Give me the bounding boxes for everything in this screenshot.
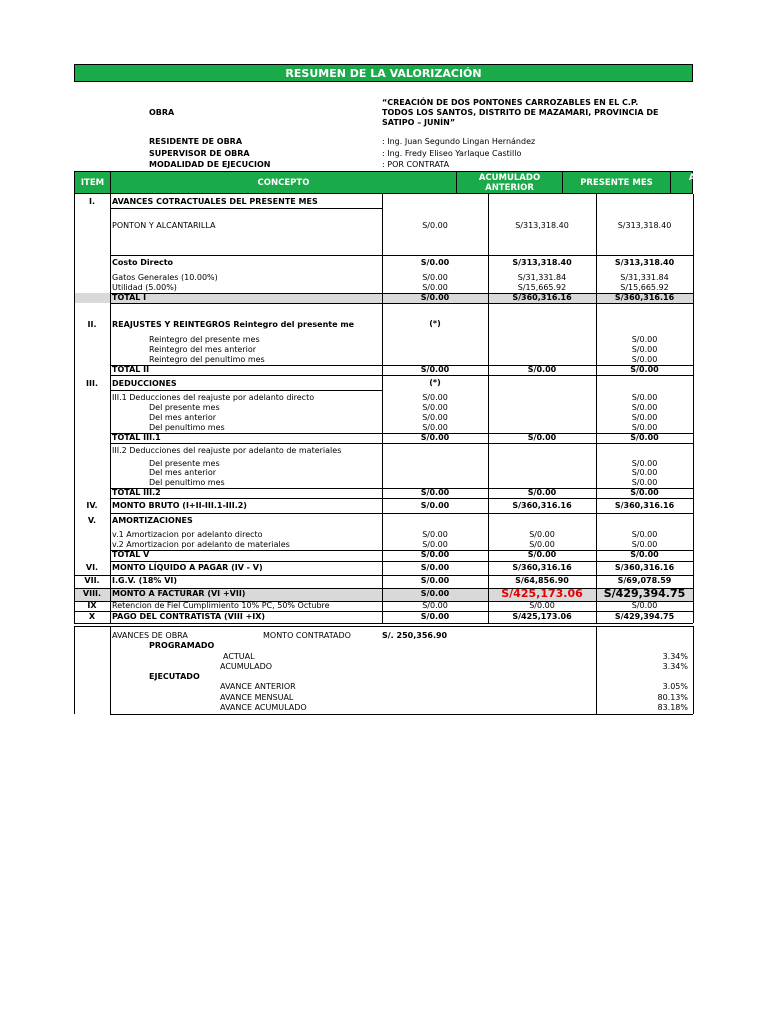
gg-acum-actual: S/31,331.84 bbox=[620, 273, 669, 282]
iv-acum-anterior: S/0.00 bbox=[420, 501, 450, 510]
iii1-presente-actual: S/0.00 bbox=[631, 403, 658, 412]
viii-presente: S/425,173.06 bbox=[501, 587, 583, 600]
modalidad-value: : POR CONTRATA bbox=[382, 160, 450, 169]
total32-label: TOTAL III.2 bbox=[112, 488, 161, 497]
reintegro-presente-label: Reintegro del presente mes bbox=[149, 335, 260, 344]
monto-contratado-value: S/. 250,356.90 bbox=[382, 631, 448, 640]
item-x: X bbox=[88, 612, 96, 621]
v2-label: v.2 Amortizacion por adelanto de materiales bbox=[112, 540, 290, 549]
item-iii: III. bbox=[86, 379, 98, 388]
iii2-presente-value: S/0.00 bbox=[631, 459, 658, 468]
ponton-acum-actual: S/313,318.40 bbox=[617, 221, 672, 230]
total2-label: TOTAL II bbox=[112, 365, 150, 374]
obra-value-line1: “CREACIÓN DE DOS PONTONES CARROZABLES EN EL C.P. bbox=[382, 98, 639, 107]
gg-label: Gatos Generales (10.00%) bbox=[112, 273, 218, 282]
x-label: PAGO DEL CONTRATISTA (VIII +IX) bbox=[112, 612, 266, 621]
ponton-acum-anterior: S/0.00 bbox=[422, 221, 448, 230]
supervisor-label: SUPERVISOR DE OBRA bbox=[149, 149, 250, 158]
costo-acum-anterior: S/0.00 bbox=[420, 258, 450, 267]
iii1-acum-anterior: S/0.00 bbox=[422, 393, 448, 402]
viii-acum-anterior: S/0.00 bbox=[420, 589, 450, 598]
total31-acum-actual: S/0.00 bbox=[630, 433, 659, 442]
total2-acum-actual: S/0.00 bbox=[630, 365, 659, 374]
reintegro-anterior-label: Reintegro del mes anterior bbox=[149, 345, 257, 354]
item-vi: VI. bbox=[85, 563, 99, 572]
total32-acum-actual: S/0.00 bbox=[630, 488, 659, 497]
v2-presente: S/0.00 bbox=[529, 540, 555, 549]
totalv-acum-anterior: S/0.00 bbox=[420, 550, 450, 559]
reintegro-presente-value: S/0.00 bbox=[631, 335, 658, 344]
ejecutado-label: EJECUTADO bbox=[149, 672, 200, 681]
total1-label: TOTAL I bbox=[112, 293, 147, 302]
item-vii: VII. bbox=[84, 576, 100, 585]
iii1-anterior-anterior: S/0.00 bbox=[422, 413, 448, 422]
item-iv: IV. bbox=[86, 501, 98, 510]
total2-acum-anterior: S/0.00 bbox=[420, 365, 450, 374]
header-acum-actual: ACUMULADO ACTUAL bbox=[688, 172, 751, 193]
vii-label: I.G.V. (18% VI) bbox=[112, 576, 178, 585]
item-v: V. bbox=[87, 516, 97, 525]
iii2-penultimo-value: S/0.00 bbox=[631, 478, 658, 487]
item-viii: VIII. bbox=[82, 589, 102, 598]
iv-acum-actual: S/360,316.16 bbox=[614, 501, 675, 510]
vi-label: MONTO LÍQUIDO A PAGAR (IV - V) bbox=[112, 563, 263, 572]
avance-anterior-value: 3.05% bbox=[662, 682, 688, 691]
util-presente: S/15,665.92 bbox=[517, 283, 567, 292]
header-concepto: CONCEPTO bbox=[111, 172, 457, 193]
totalv-acum-actual: S/0.00 bbox=[630, 550, 659, 559]
total31-presente: S/0.00 bbox=[527, 433, 557, 442]
reintegro-anterior-value: S/0.00 bbox=[631, 345, 658, 354]
avances-label: AVANCES DE OBRA bbox=[112, 631, 188, 640]
v-label: AMORTIZACIONES bbox=[112, 516, 193, 525]
v1-acum-actual: S/0.00 bbox=[631, 530, 658, 539]
gg-presente: S/31,331.84 bbox=[517, 273, 567, 282]
v1-acum-anterior: S/0.00 bbox=[422, 530, 448, 539]
iii1-penultimo-anterior: S/0.00 bbox=[422, 423, 448, 432]
header-item: ITEM bbox=[75, 172, 111, 193]
supervisor-value: : Ing. Fredy Eliseo Yarlaque Castillo bbox=[382, 149, 522, 158]
iii2-anterior-value: S/0.00 bbox=[631, 468, 658, 477]
iii1-label: III.1 Deducciones del reajuste por adelanto directo bbox=[112, 393, 315, 402]
iv-presente: S/360,316.16 bbox=[512, 501, 572, 510]
viii-label: MONTO A FACTURAR (VI +VII) bbox=[112, 589, 246, 598]
v2-acum-anterior: S/0.00 bbox=[422, 540, 448, 549]
page-title: RESUMEN DE LA VALORIZACIÓN bbox=[74, 64, 693, 82]
item-ii: II. bbox=[87, 320, 97, 329]
iii1-presente-anterior: S/0.00 bbox=[422, 403, 448, 412]
iii1-penultimo-label: Del penultimo mes bbox=[149, 423, 225, 432]
vii-presente: S/64,856.90 bbox=[515, 576, 569, 585]
reintegro-penultimo-value: S/0.00 bbox=[631, 355, 658, 364]
ix-acum-anterior: S/0.00 bbox=[422, 601, 448, 610]
acumulado-value: 3.34% bbox=[662, 662, 688, 671]
x-acum-actual: S/429,394.75 bbox=[614, 612, 675, 621]
costo-acum-actual: S/313,318.40 bbox=[614, 258, 675, 267]
iii1-penultimo-actual: S/0.00 bbox=[631, 423, 658, 432]
totalv-presente: S/0.00 bbox=[527, 550, 557, 559]
iii1-anterior-label: Del mes anterior bbox=[149, 413, 216, 422]
v1-label: v.1 Amortizacion por adelanto directo bbox=[112, 530, 263, 539]
iii1-anterior-actual: S/0.00 bbox=[631, 413, 658, 422]
total1-acum-actual: S/360,316.16 bbox=[614, 293, 675, 302]
util-label: Utilidad (5.00%) bbox=[112, 283, 177, 292]
avance-anterior-label: AVANCE ANTERIOR bbox=[220, 682, 296, 691]
vi-acum-actual: S/360,316.16 bbox=[614, 563, 675, 572]
total31-label: TOTAL III.1 bbox=[112, 433, 161, 442]
vi-acum-anterior: S/0.00 bbox=[420, 563, 450, 572]
section-iii-label: DEDUCCIONES bbox=[112, 379, 177, 388]
section-iii-mark: (*) bbox=[429, 378, 441, 387]
modalidad-label: MODALIDAD DE EJECUCION bbox=[149, 160, 271, 169]
costo-label: Costo Directo bbox=[112, 258, 174, 267]
actual-label: ACTUAL bbox=[223, 652, 255, 661]
reintegro-penultimo-label: Reintegro del penultimo mes bbox=[149, 355, 265, 364]
monto-contratado-label: MONTO CONTRATADO bbox=[263, 631, 351, 640]
section-i-label: AVANCES COTRACTUALES DEL PRESENTE MES bbox=[112, 197, 318, 206]
item-ix: IX bbox=[87, 601, 97, 610]
total32-acum-anterior: S/0.00 bbox=[420, 488, 450, 497]
vii-acum-anterior: S/0.00 bbox=[420, 576, 450, 585]
acumulado-label: ACUMULADO bbox=[220, 662, 273, 671]
iii2-label: III.2 Deducciones del reajuste por adelanto de materiales bbox=[112, 446, 342, 455]
ix-label: Retencion de Fiel Cumplimiento 10% PC, 50% Octubre bbox=[112, 601, 330, 610]
avance-acumulado-value: 83.18% bbox=[657, 703, 688, 712]
residente-label: RESIDENTE DE OBRA bbox=[149, 137, 243, 146]
v1-presente: S/0.00 bbox=[529, 530, 555, 539]
iii2-penultimo-label: Del penultimo mes bbox=[149, 478, 225, 487]
iii2-anterior-label: Del mes anterior bbox=[149, 468, 216, 477]
section-ii-mark: (*) bbox=[429, 319, 441, 328]
avance-mensual-value: 80.13% bbox=[657, 693, 688, 702]
totalv-label: TOTAL V bbox=[112, 550, 150, 559]
avance-mensual-label: AVANCE MENSUAL bbox=[220, 693, 294, 702]
table-header bbox=[74, 171, 751, 194]
total2-presente: S/0.00 bbox=[527, 365, 557, 374]
util-acum-anterior: S/0.00 bbox=[422, 283, 448, 292]
costo-presente: S/313,318.40 bbox=[512, 258, 572, 267]
section-ii-label: REAJUSTES Y REINTEGROS Reintegro del presente me bbox=[112, 320, 355, 329]
total1-acum-anterior: S/0.00 bbox=[420, 293, 450, 302]
vi-presente: S/360,316.16 bbox=[512, 563, 572, 572]
header-presente-mes: PRESENTE MES bbox=[563, 172, 671, 193]
programado-label: PROGRAMADO bbox=[149, 641, 215, 650]
obra-value-line2: TODOS LOS SANTOS, DISTRITO DE MAZAMARI, PROVINCIA DE bbox=[382, 108, 659, 117]
ix-presente: S/0.00 bbox=[529, 601, 555, 610]
iv-label: MONTO BRUTO (I+II-III.1-III.2) bbox=[112, 501, 247, 510]
item-i: I. bbox=[88, 197, 95, 206]
header-acum-anterior: ACUMULADO ANTERIOR bbox=[457, 172, 563, 193]
gg-acum-anterior: S/0.00 bbox=[422, 273, 448, 282]
total1-presente: S/360,316.16 bbox=[512, 293, 572, 302]
ix-acum-actual: S/0.00 bbox=[631, 601, 658, 610]
residente-value: : Ing. Juan Segundo Lingan Hernández bbox=[382, 137, 536, 146]
viii-acum-actual: S/429,394.75 bbox=[603, 587, 686, 600]
actual-value: 3.34% bbox=[662, 652, 688, 661]
util-acum-actual: S/15,665.92 bbox=[620, 283, 669, 292]
iii1-acum-actual: S/0.00 bbox=[631, 393, 658, 402]
obra-value-line3: SATIPO – JUNÍN” bbox=[382, 118, 456, 127]
total32-presente: S/0.00 bbox=[527, 488, 557, 497]
ponton-label: PONTON Y ALCANTARILLA bbox=[112, 221, 216, 230]
vii-acum-actual: S/69,078.59 bbox=[617, 576, 672, 585]
x-acum-anterior: S/0.00 bbox=[420, 612, 450, 621]
x-presente: S/425,173.06 bbox=[512, 612, 572, 621]
iii2-presente-label: Del presente mes bbox=[149, 459, 220, 468]
iii1-presente-label: Del presente mes bbox=[149, 403, 220, 412]
v2-acum-actual: S/0.00 bbox=[631, 540, 658, 549]
obra-label: OBRA bbox=[149, 108, 175, 117]
total31-acum-anterior: S/0.00 bbox=[420, 433, 450, 442]
avance-acumulado-label: AVANCE ACUMULADO bbox=[220, 703, 307, 712]
ponton-presente: S/313,318.40 bbox=[515, 221, 569, 230]
